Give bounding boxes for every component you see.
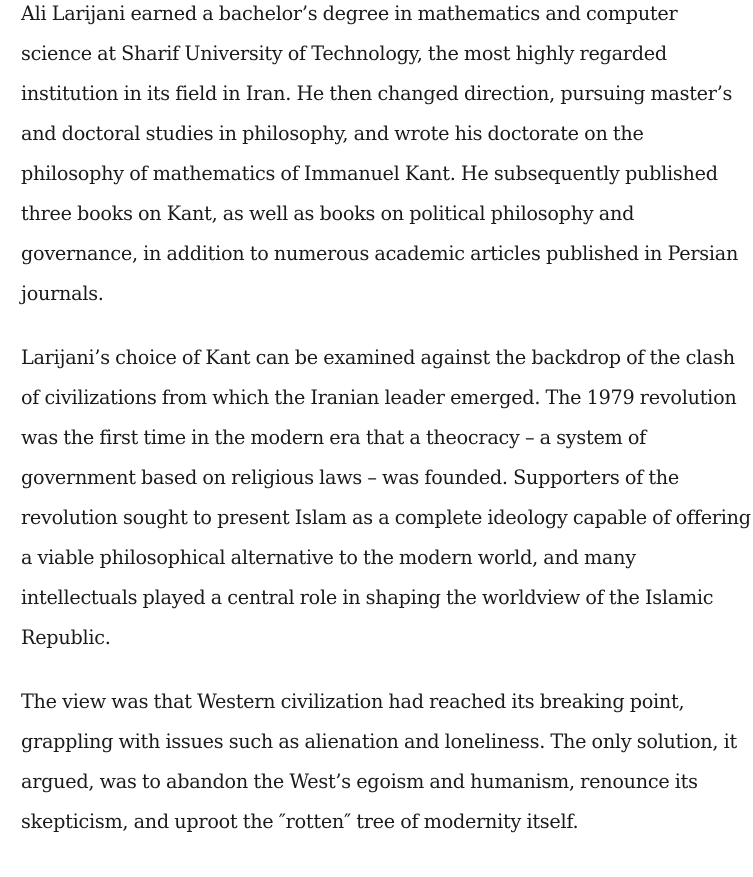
paragraph-kant-choice: Larijani’s choice of Kant can be examined against the backdrop of the clash of civilizations from which the Iranian leader emerged. The 1979 revolution was the first time in the modern era that a theocracy – a system of government based on religious laws – was founded. Supporters of the revolution sought to present Islam as a complete ideology capable of offering a viable philosophical alternative to the modern world, and many intellectuals played a central role in shaping the worldview of the Islamic Republic. [21,346,751,649]
paragraph-larijani-education: Ali Larijani earned a bachelor’s degree in mathematics and computer science at Sharif University of Technology, the most highly regarded institution in its field in Iran. He then changed direction, pursuing master’s and doctoral studies in philosophy, and wrote his doctorate on the philosophy of mathematics of Immanuel Kant. He subsequently published three books on Kant, as well as books on political philosophy and governance, in addition to numerous academic articles published in Persian journals. [21,2,739,305]
paragraph-western-civilization: The view was that Western civilization had reached its breaking point, grappling with issues such as alienation and loneliness. The only solution, it argued, was to abandon the West’s egoism and humanism, renounce its skepticism, and uproot the ″rotten″ tree of modernity itself. [21,690,737,833]
article-body [21,0,751,866]
